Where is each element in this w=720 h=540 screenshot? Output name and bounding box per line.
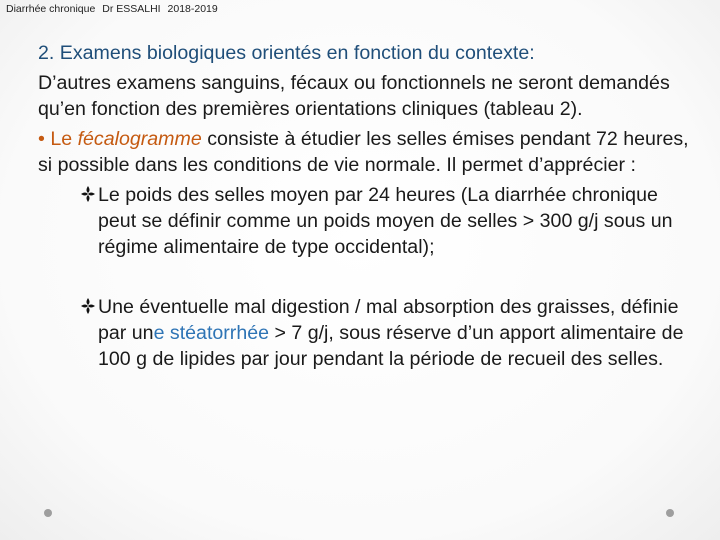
- slide-body: [38, 40, 693, 372]
- diamond-four-petal-icon: [80, 297, 96, 315]
- term-fecalogramme: fécalogramme: [77, 128, 202, 150]
- slide-header: [6, 3, 218, 15]
- bullet-le: Le: [50, 128, 73, 150]
- subitem-text-after: > 7 g/j, sous réserve d’un apport alimentaire de 100 g de lipides par jour pendant la période de recueil des selles.: [98, 322, 684, 370]
- header-author: Dr ESSALHI: [102, 3, 161, 15]
- fecalogramme-paragraph: [38, 126, 693, 178]
- diamond-four-petal-icon: [80, 185, 96, 203]
- intro-paragraph: D’autres examens sanguins, fécaux ou fonctionnels ne seront demandés qu’en fonction des premières orientations cliniques (tableau 2).: [38, 72, 670, 120]
- header-year: 2018-2019: [167, 3, 218, 15]
- subitem-stool-weight: [38, 182, 693, 260]
- subitem-text-before: Une éventuelle mal digestion / mal absorption des graisses, définie par un: [98, 296, 679, 344]
- bullet-symbol: •: [38, 128, 45, 150]
- corner-dot-left-icon: [44, 509, 52, 517]
- corner-dot-right-icon: [666, 509, 674, 517]
- header-title: Diarrhée chronique: [6, 3, 96, 15]
- section-heading: 2. Examens biologiques orientés en fonction du contexte:: [38, 42, 535, 64]
- subitem-text: Le poids des selles moyen par 24 heures (La diarrhée chronique peut se définir comme un poids moyen de selles > 300 g/j sous un régime alimentaire de type occidental);: [98, 184, 673, 258]
- bullet-description: consiste à étudier les selles émises pendant 72 heures, si possible dans les conditions de vie normale. Il permet d’apprécier :: [38, 128, 689, 176]
- subitem-fat-absorption: [38, 294, 693, 372]
- term-steatorrhee: e stéatorrhée: [153, 322, 270, 344]
